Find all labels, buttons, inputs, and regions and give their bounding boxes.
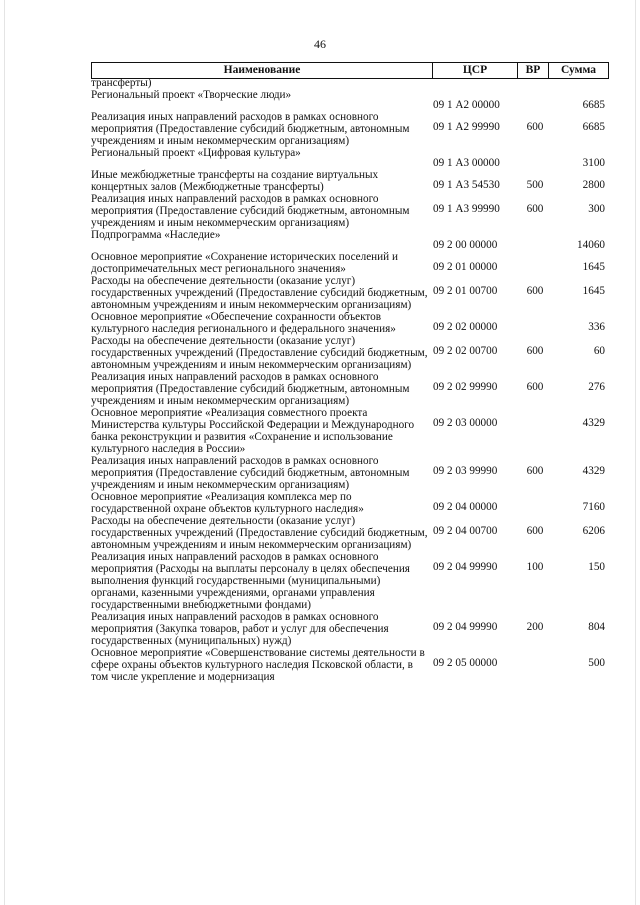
row-csr: 09 2 00 00000 [433,239,498,251]
row-csr: 09 2 01 00700 [433,285,498,297]
row-csr: 09 2 04 99990 [433,621,498,633]
table-row [91,169,609,193]
row-sum: 2800 [582,179,605,191]
row-name: Основное мероприятие «Сохранение исторических поселений и достопримечательных мест регионального значения» [91,251,398,275]
row-csr: 09 1 А2 00000 [433,99,500,111]
row-sum: 3100 [582,157,605,169]
table-row [91,251,609,275]
row-csr: 09 2 02 00000 [433,321,498,333]
row-csr: 09 2 05 00000 [433,657,498,669]
row-name: Реализация иных направлений расходов в рамках основного мероприятия (Предоставление субсидий бюджетным, автономным учреждениям и иным некоммерческим организациям) [91,371,410,407]
table-row [91,193,609,229]
row-sum: 14060 [577,239,605,251]
row-name: Расходы на обеспечение деятельности (оказание услуг) государственных учреждений (Предоставление субсидий бюджетным, автономным учреждениям и иным некоммерческим организациям) [91,335,428,371]
row-sum: 804 [588,621,605,633]
row-name: Реализация иных направлений расходов в рамках основного мероприятия (Предоставление субсидий бюджетным, автономным учреждениям и иным некоммерческим организациям) [91,455,410,491]
table-row [91,515,609,551]
row-csr: 09 2 03 99990 [433,465,498,477]
table-row [91,647,609,683]
row-sum: 6685 [582,99,605,111]
left-scan-edge [4,0,5,905]
row-csr: 09 2 02 00700 [433,345,498,357]
row-vr [519,491,551,515]
row-name: Основное мероприятие «Обеспечение сохранности объектов культурного наследия регионального и федерального значения» [91,311,396,335]
row-vr: 200 [526,621,544,633]
row-name: Региональный проект «Цифровая культура» [91,147,301,159]
row-name: Реализация иных направлений расходов в рамках основного мероприятия (Расходы на выплаты персоналу в целях обеспечения выполнения функций государственными (муниципальными) органами, казенными учреждениями, органами управления государственными внебюджетными фондами) [91,551,410,611]
table-row [91,311,609,335]
row-sum [551,77,609,89]
row-name: Иные межбюджетные трансферты на создание виртуальных концертных залов (Межбюджетные трансферты) [91,169,379,193]
table-row [91,147,609,169]
row-vr: 100 [526,561,544,573]
table-row [91,551,609,611]
row-name: Региональный проект «Творческие люди» [91,89,292,101]
row-vr: 500 [526,179,544,191]
table-row [91,371,609,407]
row-vr [519,89,551,111]
header-csr: ЦСР [433,63,518,78]
row-vr [519,311,551,335]
row-sum: 6685 [582,121,605,133]
row-csr: 09 1 А3 00000 [433,157,500,169]
row-name: трансферты) [91,77,152,89]
row-sum: 6206 [582,525,605,537]
row-name: Основное мероприятие «Реализация комплекса мер по государственной охране объектов культурного наследия» [91,491,364,515]
right-scan-edge [635,0,636,905]
row-sum: 336 [588,321,605,333]
table-row [91,111,609,147]
row-csr: 09 2 03 00000 [433,417,498,429]
row-vr: 600 [526,525,544,537]
row-vr [519,77,551,89]
row-csr [433,77,519,89]
row-sum: 7160 [582,501,605,513]
row-csr: 09 1 А3 54530 [433,179,500,191]
row-csr: 09 2 01 00000 [433,261,498,273]
table-row [91,275,609,311]
row-name: Реализация иных направлений расходов в рамках основного мероприятия (Предоставление субсидий бюджетным, автономным учреждениям и иным некоммерческим организациям) [91,193,410,229]
page-number: 46 [314,37,326,51]
table-row [91,77,609,89]
row-vr: 600 [526,345,544,357]
row-name: Основное мероприятие «Совершенствование системы деятельности в сфере охраны объектов культурного наследия Псковской области, в том числе укрепление и модернизация [91,647,425,683]
row-sum: 4329 [582,417,605,429]
row-sum: 1645 [582,261,605,273]
row-vr: 600 [526,381,544,393]
table-row [91,229,609,251]
table-row [91,611,609,647]
table-row [91,89,609,111]
row-name: Основное мероприятие «Реализация совместного проекта Министерства культуры Российской Федерации и Международного банка реконструкции и развития «Сохранение и использование культурного наследия в России» [91,407,415,455]
row-vr: 600 [526,203,544,215]
row-vr [519,251,551,275]
header-vr: ВР [518,63,549,78]
table-row [91,491,609,515]
table-row [91,455,609,491]
row-csr: 09 2 04 99990 [433,561,498,573]
row-vr: 600 [526,285,544,297]
header-name: Наименование [92,63,433,78]
table-row [91,407,609,455]
row-sum: 276 [588,381,605,393]
row-vr [519,229,551,251]
table-row [91,335,609,371]
row-csr: 09 2 02 99990 [433,381,498,393]
row-sum: 500 [588,657,605,669]
row-csr: 09 1 А3 99990 [433,203,500,215]
row-sum: 1645 [582,285,605,297]
row-vr [519,147,551,169]
row-sum: 4329 [582,465,605,477]
row-csr: 09 2 04 00700 [433,525,498,537]
row-vr [519,407,551,455]
row-csr: 09 1 А2 99990 [433,121,500,133]
row-vr: 600 [526,121,544,133]
row-name: Реализация иных направлений расходов в рамках основного мероприятия (Закупка товаров, работ и услуг для обеспечения государственных (муниципальных) нужд) [91,611,389,647]
row-name: Подпрограмма «Наследие» [91,229,221,241]
row-vr [519,647,551,683]
row-name: Расходы на обеспечение деятельности (оказание услуг) государственных учреждений (Предоставление субсидий бюджетным, автономным учреждениям и иным некоммерческим организациям) [91,515,428,551]
row-name: Расходы на обеспечение деятельности (оказание услуг) государственных учреждений (Предоставление субсидий бюджетным, автономным учреждениям и иным некоммерческим организациям) [91,275,428,311]
header-sum: Сумма [561,64,596,76]
row-sum: 60 [593,345,605,357]
row-csr: 09 2 04 00000 [433,501,498,513]
row-vr: 600 [526,465,544,477]
table-body [91,77,609,683]
row-name: Реализация иных направлений расходов в рамках основного мероприятия (Предоставление субсидий бюджетным, автономным учреждениям и иным некоммерческим организациям) [91,111,410,147]
row-sum: 300 [588,203,605,215]
row-sum: 150 [588,561,605,573]
